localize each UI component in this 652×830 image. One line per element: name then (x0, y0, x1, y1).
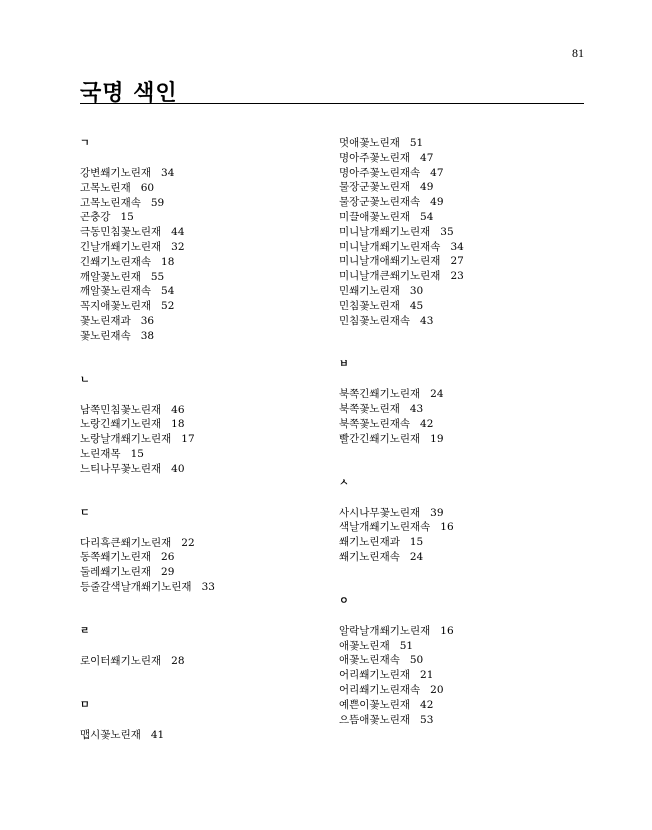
entry-page: 49 (420, 181, 434, 194)
entry-page: 43 (420, 314, 434, 327)
entry-name: 긴날개쐐기노린재 (80, 240, 162, 253)
index-entry (339, 254, 584, 269)
entry-name: 꽃노린재과 (80, 314, 131, 327)
entry-page: 39 (430, 506, 444, 519)
entry-page: 35 (440, 225, 454, 238)
index-entry (339, 550, 584, 565)
index-entry (80, 550, 325, 565)
entry-page: 47 (420, 151, 434, 164)
entry-name: 노랑날개쐐기노린재 (80, 433, 172, 446)
entry-page: 16 (440, 624, 454, 637)
entry-page: 29 (161, 566, 175, 579)
index-entry (80, 225, 325, 240)
index-entry (80, 240, 325, 255)
entry-name: 동쪽쐐기노린재 (80, 551, 152, 564)
entry-page: 26 (161, 551, 175, 564)
entry-name: 둘레쐐기노린재 (80, 566, 152, 579)
entry-page: 55 (150, 270, 165, 283)
entry-name: 예쁜이꽃노린재 (339, 698, 411, 711)
index-section (339, 357, 584, 446)
index-entry (339, 166, 584, 181)
index-entry (339, 151, 584, 166)
entry-page: 42 (420, 698, 434, 711)
entry-name: 고목노린재속 (80, 196, 141, 209)
entry-page: 41 (150, 728, 165, 741)
page-number: 81 (572, 46, 584, 60)
section-gap (339, 565, 584, 594)
index-entry (339, 432, 584, 447)
entry-name: 사시나무꽃노린재 (339, 506, 421, 519)
index-entry (339, 698, 584, 713)
entry-page: 54 (161, 285, 175, 298)
entry-page: 30 (409, 284, 424, 297)
entry-page: 52 (161, 300, 175, 313)
entry-name: 로이터쐐기노린재 (80, 654, 162, 667)
entry-page: 33 (201, 580, 215, 593)
index-entry (80, 166, 325, 181)
entry-name: 어리쐐기노린재 (339, 669, 411, 682)
entry-page: 44 (171, 226, 185, 239)
letter-gap (339, 609, 584, 624)
index-section (339, 476, 584, 565)
index-entry (339, 506, 584, 521)
letter-gap (80, 713, 325, 728)
entry-page: 15 (409, 536, 424, 549)
index-entry (339, 314, 584, 329)
entry-name: 노랑긴쐐기노린재 (80, 418, 162, 431)
entry-name: 미니날개쐐기노린재속 (339, 240, 441, 253)
index-entry (339, 535, 584, 550)
entry-page: 23 (450, 270, 464, 283)
entry-page: 34 (161, 167, 175, 179)
entry-page: 43 (409, 403, 424, 416)
entry-page: 17 (181, 433, 195, 446)
letter-gap (80, 639, 325, 654)
index-entry (339, 713, 584, 728)
index-entry (80, 432, 325, 447)
entry-name: 미니날개큰쐐기노린재 (339, 270, 441, 283)
entry-page: 15 (120, 211, 134, 224)
entry-page: 40 (171, 462, 185, 475)
entry-page: 38 (140, 329, 155, 342)
entry-name: 꼭지애꽃노린재 (80, 300, 152, 313)
entry-name: 극동민침꽃노린재 (80, 226, 162, 239)
entry-page: 16 (440, 521, 454, 534)
section-gap (339, 447, 584, 476)
index-entry (80, 255, 325, 270)
index-entry (339, 210, 584, 225)
entry-page: 36 (140, 314, 155, 327)
index-entry (339, 520, 584, 535)
section-letter: ㅁ (80, 699, 90, 711)
index-section (339, 136, 584, 328)
entry-page: 34 (450, 240, 464, 253)
entry-page: 50 (409, 654, 424, 667)
index-entry (80, 536, 325, 551)
entry-name: 애꽃노린재속 (339, 654, 400, 667)
entry-name: 미끌애꽃노린재 (339, 210, 411, 223)
entry-name: 깨알꽃노린재 (80, 270, 141, 283)
section-gap (80, 595, 325, 624)
index-entry (80, 654, 325, 669)
index-entry (339, 402, 584, 417)
entry-page: 53 (420, 713, 434, 726)
entry-name: 미니날개쐐기노린재 (339, 225, 431, 238)
entry-name: 긴쐐기노린재속 (80, 255, 152, 268)
index-entry (339, 653, 584, 668)
letter-gap (339, 491, 584, 506)
entry-page: 32 (171, 240, 185, 253)
entry-page: 21 (420, 669, 434, 682)
letter-gap (80, 388, 325, 403)
entry-page: 28 (171, 654, 185, 667)
entry-page: 18 (171, 418, 185, 431)
entry-name: 민쐐기노린재 (339, 284, 400, 297)
entry-name: 깨알꽃노린재속 (80, 285, 152, 298)
index-section (80, 624, 325, 669)
section-letter: ㄹ (80, 625, 90, 637)
entry-name: 애꽃노린재 (339, 639, 390, 652)
title-divider (80, 103, 584, 104)
section-letter: ㅇ (339, 595, 349, 607)
index-entry (80, 728, 325, 743)
section-letter: ㄷ (80, 507, 90, 519)
index-entry (339, 269, 584, 284)
page-title: 국명 색인 (80, 81, 178, 106)
section-gap (80, 344, 325, 373)
entry-page: 27 (450, 255, 464, 268)
entry-name: 느티나무꽃노린재 (80, 462, 162, 475)
index-entry (339, 417, 584, 432)
index-entry (339, 225, 584, 240)
index-entry (80, 447, 325, 462)
entry-page: 54 (420, 210, 434, 223)
index-entry (339, 299, 584, 314)
entry-name: 쐐기노린재속 (339, 550, 400, 563)
section-letter: ㅅ (339, 477, 349, 489)
section-letter: ㅂ (339, 359, 349, 371)
section-gap (80, 477, 325, 506)
entry-name: 북쪽꽃노린재 (339, 403, 400, 416)
index-entry (339, 180, 584, 195)
letter-gap (339, 372, 584, 387)
entry-page: 42 (420, 417, 434, 430)
entry-page: 60 (140, 181, 155, 194)
entry-page: 51 (399, 639, 414, 652)
entry-name: 북쪽꽃노린재속 (339, 417, 411, 430)
entry-name: 다리흑큰쐐기노린재 (80, 536, 172, 549)
index-entry (80, 299, 325, 314)
entry-name: 으뜸애꽃노린재 (339, 713, 411, 726)
entry-name: 물장군꽃노린재 (339, 181, 411, 194)
entry-page: 47 (430, 166, 444, 179)
entry-page: 18 (161, 255, 175, 268)
index-entry (339, 284, 584, 299)
entry-name: 멋애꽃노린재 (339, 137, 400, 149)
letter-gap (80, 151, 325, 166)
index-entry (339, 136, 584, 151)
entry-name: 곤충강 (80, 211, 111, 224)
entry-page: 22 (181, 536, 195, 549)
section-gap (80, 669, 325, 698)
index-entry (339, 639, 584, 654)
entry-name: 명아주꽃노린재속 (339, 166, 421, 179)
entry-name: 꽃노린재속 (80, 329, 131, 342)
entry-name: 물장군꽃노린재속 (339, 196, 421, 209)
section-gap (339, 328, 584, 357)
entry-name: 고목노린재 (80, 181, 131, 194)
index-entry (80, 210, 325, 225)
index-section (80, 136, 325, 344)
index-entry (80, 462, 325, 477)
entry-name: 쐐기노린재과 (339, 536, 400, 549)
entry-name: 노린재목 (80, 447, 121, 460)
index-column-left (80, 136, 325, 742)
entry-page: 59 (150, 196, 165, 209)
index-entry (339, 240, 584, 255)
index-section (339, 594, 584, 728)
entry-name: 민침꽃노린재 (339, 299, 400, 312)
index-section (80, 698, 325, 743)
index-entry (80, 270, 325, 285)
index-entry (339, 624, 584, 639)
entry-name: 명아주꽃노린재 (339, 151, 411, 164)
entry-page: 24 (409, 550, 424, 563)
index-entry (80, 417, 325, 432)
index-entry (80, 403, 325, 418)
entry-name: 어리쐐기노린재속 (339, 683, 421, 696)
index-entry (80, 565, 325, 580)
entry-name: 색날개쐐기노린재속 (339, 521, 431, 534)
entry-name: 강변쐐기노린재 (80, 167, 152, 179)
letter-gap (80, 521, 325, 536)
entry-name: 미니날개애쐐기노린재 (339, 255, 441, 268)
index-entry (80, 196, 325, 211)
entry-name: 남쪽민침꽃노린재 (80, 403, 162, 416)
index-entry (339, 387, 584, 402)
index-entry (80, 284, 325, 299)
section-letter: ㄴ (80, 374, 90, 386)
index-section (80, 506, 325, 595)
entry-name: 빨간긴쐐기노린재 (339, 432, 421, 445)
entry-page: 24 (430, 388, 444, 401)
index-section (80, 373, 325, 477)
index-entry (80, 314, 325, 329)
entry-name: 민침꽃노린재속 (339, 314, 411, 327)
entry-name: 알락날개쐐기노린재 (339, 624, 431, 637)
index-column-right (339, 136, 584, 727)
index-entry (339, 195, 584, 210)
entry-page: 49 (430, 196, 444, 209)
entry-page: 20 (430, 683, 444, 696)
entry-page: 15 (130, 447, 144, 460)
entry-name: 맵시꽃노린재 (80, 728, 141, 741)
entry-page: 19 (430, 432, 444, 445)
index-entry (339, 683, 584, 698)
section-letter: ㄱ (80, 138, 90, 149)
entry-name: 등줄갈색날개쐐기노린재 (80, 580, 192, 593)
index-entry (80, 329, 325, 344)
entry-page: 46 (171, 403, 185, 416)
index-entry (80, 580, 325, 595)
entry-page: 45 (409, 299, 424, 312)
entry-page: 51 (409, 137, 424, 149)
index-entry (339, 668, 584, 683)
index-entry (80, 181, 325, 196)
entry-name: 북쪽긴쐐기노린재 (339, 388, 421, 401)
